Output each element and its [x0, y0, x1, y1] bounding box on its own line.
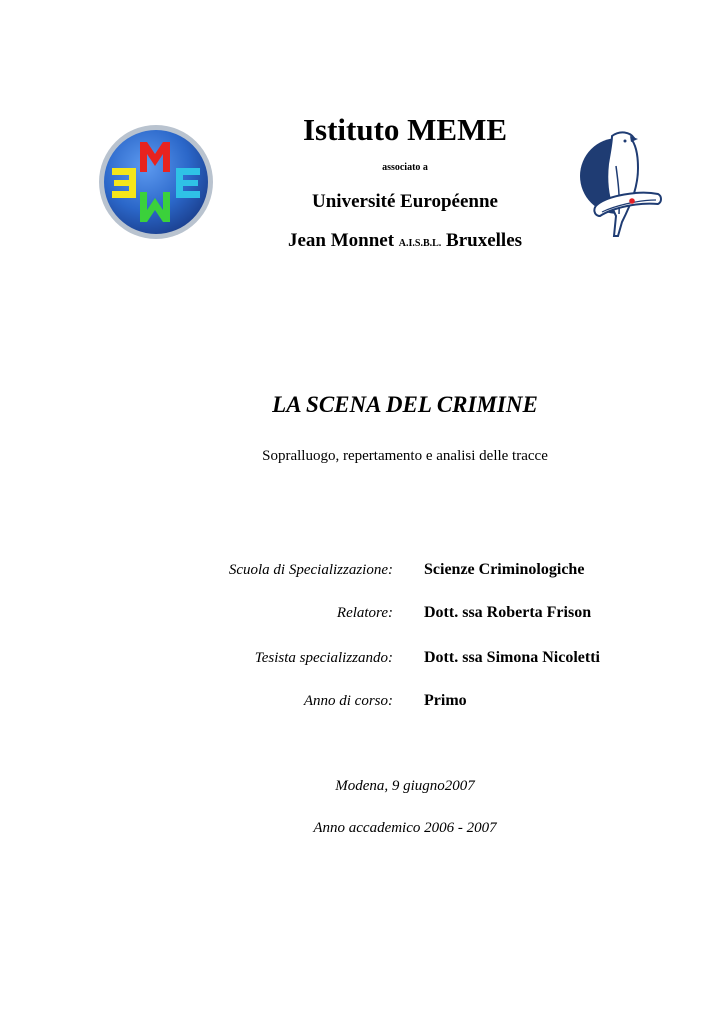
- candidate-label: Tesista specializzando:: [254, 650, 393, 666]
- course-year-value: Primo: [424, 692, 467, 709]
- supervisor-value: Dott. ssa Roberta Frison: [424, 604, 592, 621]
- school-label: Scuola di Specializzazione:: [228, 562, 393, 578]
- place-date: Modena, 9 giugno2007: [335, 778, 475, 794]
- meme-logo: [98, 124, 214, 240]
- thesis-title: LA SCENA DEL CRIMINE: [272, 392, 538, 417]
- university-name-line: [205, 229, 605, 256]
- letter-e-right: [176, 168, 200, 198]
- supervisor-label: Relatore:: [336, 605, 393, 621]
- university-abbrev: A.I.S.B.L.: [398, 238, 442, 249]
- letter-e-left: [112, 168, 136, 198]
- university-city: Bruxelles: [446, 230, 523, 251]
- course-year-label: Anno di corso:: [303, 693, 393, 709]
- university-name: Jean Monnet: [287, 230, 395, 251]
- candidate-value: Dott. ssa Simona Nicoletti: [424, 649, 600, 666]
- associated-label: associato a: [382, 162, 428, 173]
- institute-title: Istituto MEME: [302, 112, 508, 147]
- university-line: Université Européenne: [312, 191, 498, 212]
- academic-year: Anno accademico 2006 - 2007: [313, 820, 497, 836]
- thesis-subtitle: Sopralluogo, repertamento e analisi delle tracce: [262, 448, 548, 464]
- school-value: Scienze Criminologiche: [424, 561, 585, 578]
